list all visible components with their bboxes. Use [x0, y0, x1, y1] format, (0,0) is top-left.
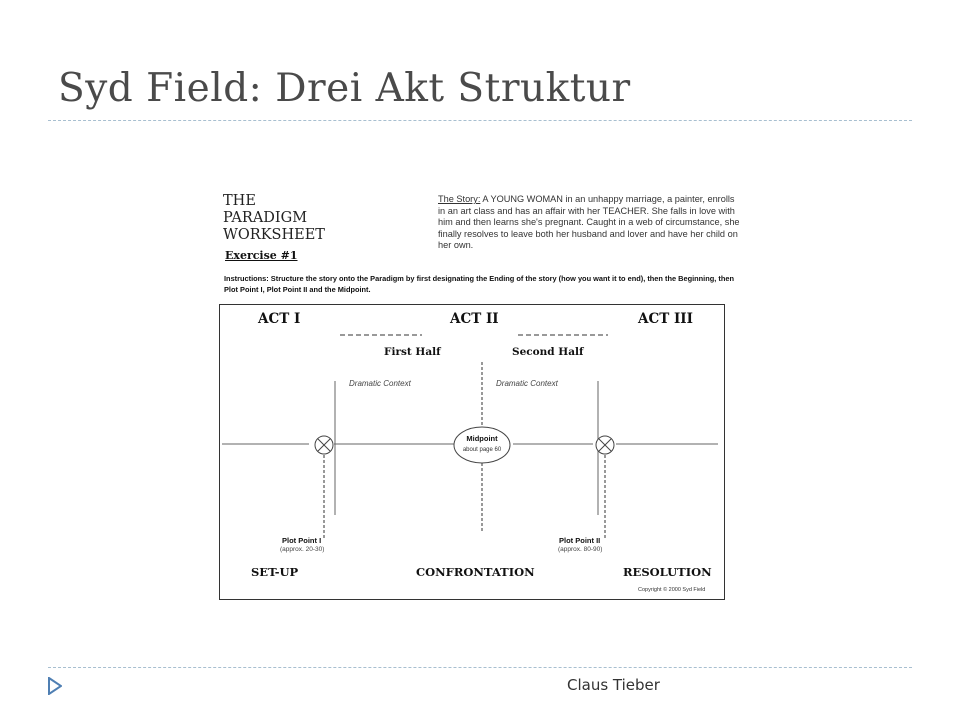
- story-label: The Story:: [438, 194, 481, 204]
- midpoint-label: Midpoint: [466, 434, 498, 443]
- act-1-label: ACT I: [258, 311, 301, 327]
- title-divider: [48, 120, 912, 121]
- setup-label: SET-UP: [251, 565, 299, 579]
- story-text: [438, 194, 743, 252]
- footer-divider: [48, 667, 912, 668]
- first-half-label: First Half: [384, 346, 441, 358]
- instructions-text: Instructions: Structure the story onto the Paradigm by first designating the Ending of the story (how you want it to end), then the Beginning, then Plot Point I, Plot Point II and the Midpoint.: [224, 274, 734, 294]
- circled-x-icon: [596, 436, 614, 454]
- exercise-label: Exercise #1: [225, 249, 298, 262]
- plot-point-1-approx: (approx. 20-30): [280, 546, 325, 553]
- act-2-label: ACT II: [450, 311, 499, 327]
- worksheet-title: [223, 193, 325, 244]
- paradigm-lines: [220, 305, 726, 601]
- footer-author: Claus Tieber: [567, 676, 660, 694]
- plot-point-2-label: Plot Point II: [559, 536, 601, 545]
- act-3-label: ACT III: [638, 311, 693, 327]
- plot-point-2-approx: (approx. 80-90): [558, 546, 603, 553]
- story-body: A YOUNG WOMAN in an unhappy marriage, a painter, enrolls in an art class and has an affair with her TEACHER. She falls in love with him and then learns she's pregnant. Caught in a web of circumstance, she finally resolves to leave both her husband and lover and have her child on her own.: [438, 194, 740, 250]
- copyright-text: Copyright © 2000 Syd Field: [638, 587, 706, 593]
- worksheet-title-line: PARADIGM: [223, 210, 308, 226]
- confrontation-label: CONFRONTATION: [416, 565, 535, 579]
- worksheet-title-line: WORKSHEET: [223, 227, 325, 243]
- midpoint-subtitle: about page 60: [462, 447, 502, 453]
- midpoint-ellipse: [454, 427, 510, 463]
- plot-point-1-label: Plot Point I: [282, 536, 322, 545]
- second-half-label: Second Half: [512, 346, 584, 358]
- paradigm-diagram: [219, 304, 725, 600]
- circled-x-icon: [315, 436, 333, 454]
- dramatic-context-label: Dramatic Context: [349, 379, 411, 388]
- slide-title: Syd Field: Drei Akt Struktur: [58, 66, 631, 111]
- dramatic-context-label: Dramatic Context: [496, 379, 558, 388]
- worksheet-title-line: THE: [223, 193, 256, 209]
- triangle-right-icon: [48, 677, 62, 695]
- resolution-label: RESOLUTION: [623, 565, 712, 579]
